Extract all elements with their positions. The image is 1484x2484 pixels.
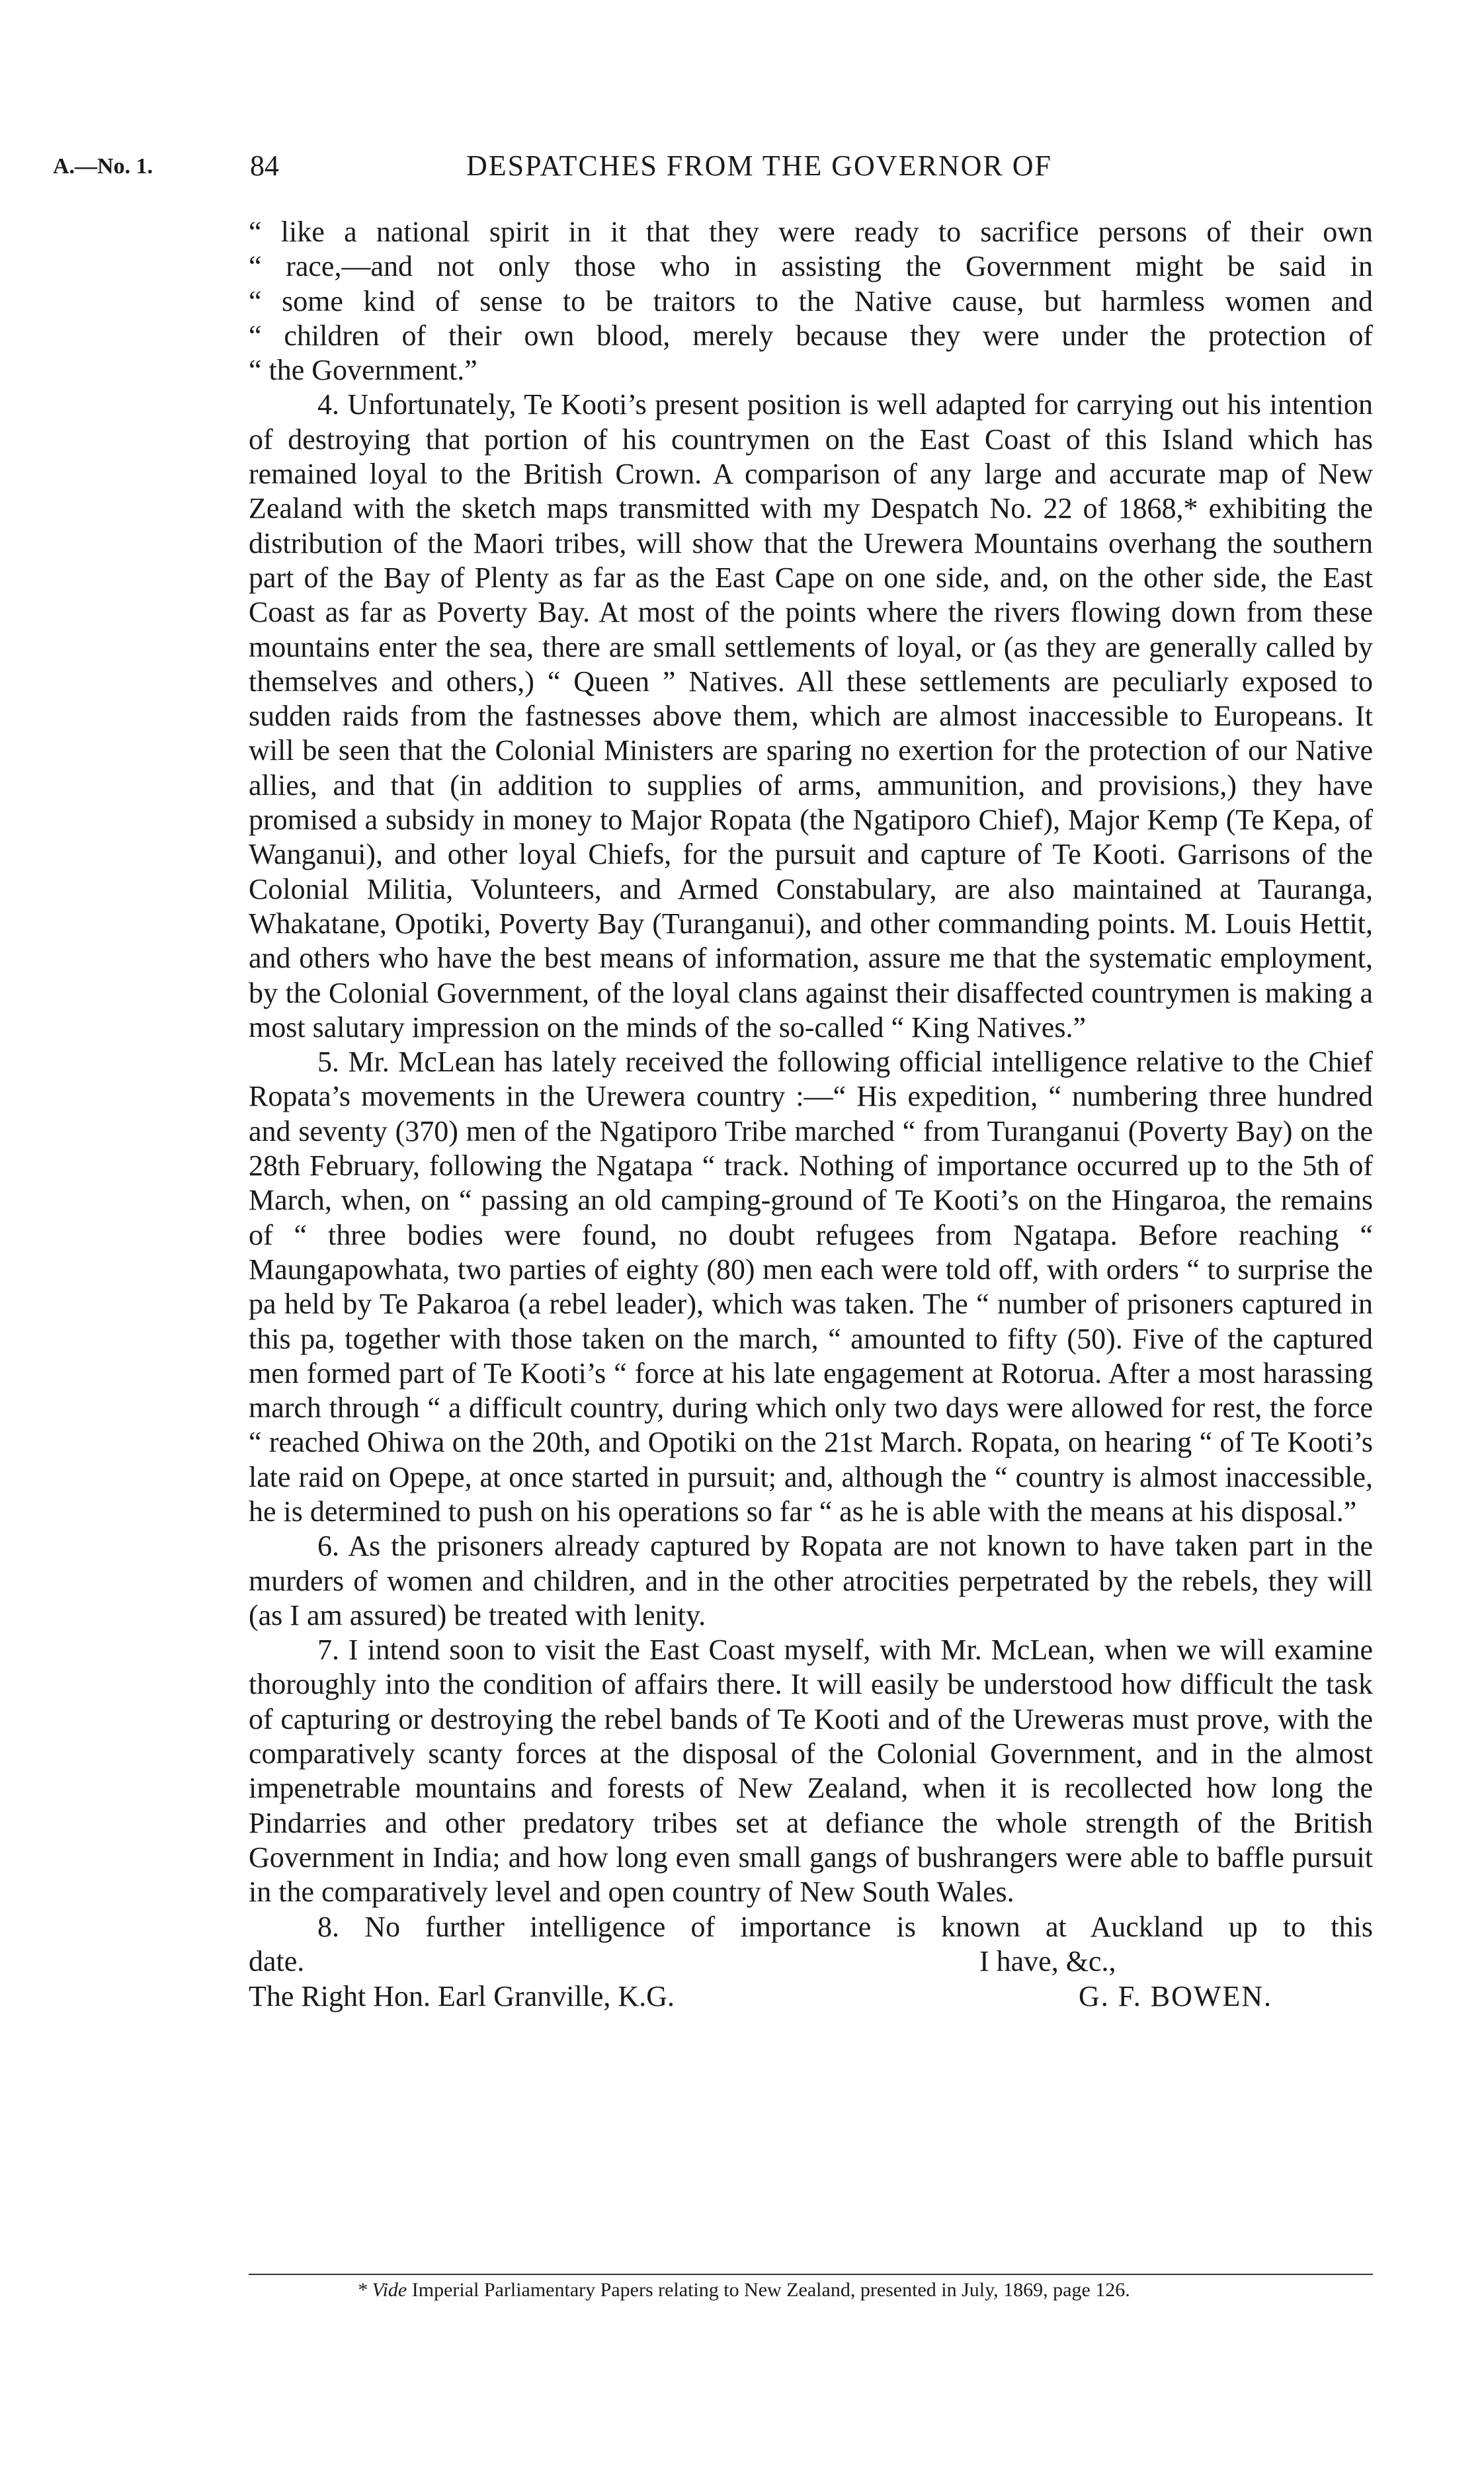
footnote-text: Imperial Parliamentary Papers relating to New Zealand, presented in July, 1869, page 126. bbox=[411, 2279, 1130, 2301]
page-number: 84 bbox=[250, 149, 279, 182]
footnote-mark: * bbox=[357, 2279, 367, 2301]
quote-line: “ like a national spirit in it that they were ready to sacrifice persons of their own bbox=[249, 216, 1373, 248]
quote-line: “ some kind of sense to be traitors to the Native cause, but harmless women and bbox=[249, 284, 1373, 317]
quote-line: “ the Government.” bbox=[249, 354, 477, 387]
signature: G. F. BOWEN. bbox=[1079, 1979, 1273, 2012]
addressee: The Right Hon. Earl Granville, K.G. bbox=[249, 1979, 675, 2012]
body-text bbox=[249, 215, 1373, 2014]
paper-reference: A.—No. 1. bbox=[53, 154, 153, 179]
paragraph-4: 4. Unfortunately, Te Kooti’s present position is well adapted for carrying out his intention of destroying that portion of his countrymen on the East Coast of this Island which has remained loyal to the British Crown. A comparison of any large and accurate map of New Zealand with the sketch maps transmitted with my Despatch No. 22 of 1868,* exhibiting the distribution of the Maori tribes, will show that the Urewera Mountains overhang the southern part of the Bay of Plenty as far as the East Cape on one side, and, on the other side, the East Coast as far as Poverty Bay. At most of the points where the rivers flowing down from these mountains enter the sea, there are small settlements of loyal, or (as they are generally called by themselves and others,) “ Queen ” Natives. All these settlements are peculiarly exposed to sudden raids from the fastnesses above them, which are almost inaccessible to Europeans. It will be seen that the Colonial Ministers are sparing no exertion for the protection of our Native allies, and that (in addition to supplies of arms, ammunition, and provisions,) they have promised a subsidy in money to Major Ropata (the Ngatiporo Chief), Major Kemp (Te Kepa, of Wanganui), and other loyal Chiefs, for the pursuit and capture of Te Kooti. Garrisons of the Colonial Militia, Volunteers, and Armed Constabulary, are also maintained at Tauranga, Whakatane, Opotiki, Poverty Bay (Turanganui), and other commanding points. M. Louis Hettit, and others who have the best means of information, assure me that the systematic employment, by the Colonial Government, of the loyal clans against their disaffected countrymen is making a most salutary impression on the minds of the so-called “ King Natives.” bbox=[249, 388, 1373, 1044]
closing-formula: I have, &c., bbox=[979, 1944, 1116, 1977]
footnote-rule bbox=[249, 2274, 1373, 2275]
footnote-vide: Vide bbox=[372, 2279, 407, 2301]
footnote bbox=[357, 2279, 1130, 2301]
closing-date: date. bbox=[249, 1944, 305, 1977]
running-title: DESPATCHES FROM THE GOVERNOR OF bbox=[466, 149, 1052, 182]
quote-line: “ race,—and not only those who in assisting the Government might be said in bbox=[249, 250, 1373, 283]
paragraph-8: 8. No further intelligence of importance is known at Auckland up to this bbox=[317, 1910, 1373, 1943]
paragraph-7: 7. I intend soon to visit the East Coast myself, with Mr. McLean, when we will examine thoroughly into the condition of affairs there. It will easily be understood how difficult the task of capturing or destroying the rebel bands of Te Kooti and of the Ureweras must prove, with the comparatively scanty forces at the disposal of the Colonial Government, and in the almost impenetrable mountains and forests of New Zealand, when it is recollected how long the Pindarries and other predatory tribes set at defiance the whole strength of the British Government in India; and how long even small gangs of bushrangers were able to baffle pursuit in the comparatively level and open country of New South Wales. bbox=[249, 1634, 1373, 1909]
paragraph-5: 5. Mr. McLean has lately received the following official intelligence relative to the Chief Ropata’s movements in the Urewera country :—“ His expedition, “ numbering three hundred and seventy (370) men of the Ngatiporo Tribe marched “ from Turanganui (Poverty Bay) on the 28th February, following the Ngatapa “ track. Nothing of importance occurred up to the 5th of March, when, on “ passing an old camping-ground of Te Kooti’s on the Hingaroa, the remains of “ three bodies were found, no doubt refugees from Ngatapa. Before reaching “ Maungapowhata, two parties of eighty (80) men each were told off, with orders “ to surprise the pa held by Te Pakaroa (a rebel leader), which was taken. The “ number of prisoners captured in this pa, together with those taken on the march, “ amounted to fifty (50). Five of the captured men formed part of Te Kooti’s “ force at his late engagement at Rotorua. After a most harassing march through “ a difficult country, during which only two days were allowed for rest, the force “ reached Ohiwa on the 20th, and Opotiki on the 21st March. Ropata, on hearing “ of Te Kooti’s late raid on Opepe, at once started in pursuit; and, although the “ country is almost inaccessible, he is determined to push on his operations so far “ as he is able with the means at his disposal.” bbox=[249, 1046, 1373, 1528]
quote-line: “ children of their own blood, merely because they were under the protection of bbox=[249, 319, 1373, 352]
closing-block bbox=[249, 1944, 1373, 2014]
paragraph-6: 6. As the prisoners already captured by Ropata are not known to have taken part in the murders of women and children, and in the other atrocities perpetrated by the rebels, they will (as I am assured) be treated with lenity. bbox=[249, 1530, 1373, 1632]
page-header bbox=[0, 149, 1484, 195]
quotation-block bbox=[249, 215, 1373, 388]
